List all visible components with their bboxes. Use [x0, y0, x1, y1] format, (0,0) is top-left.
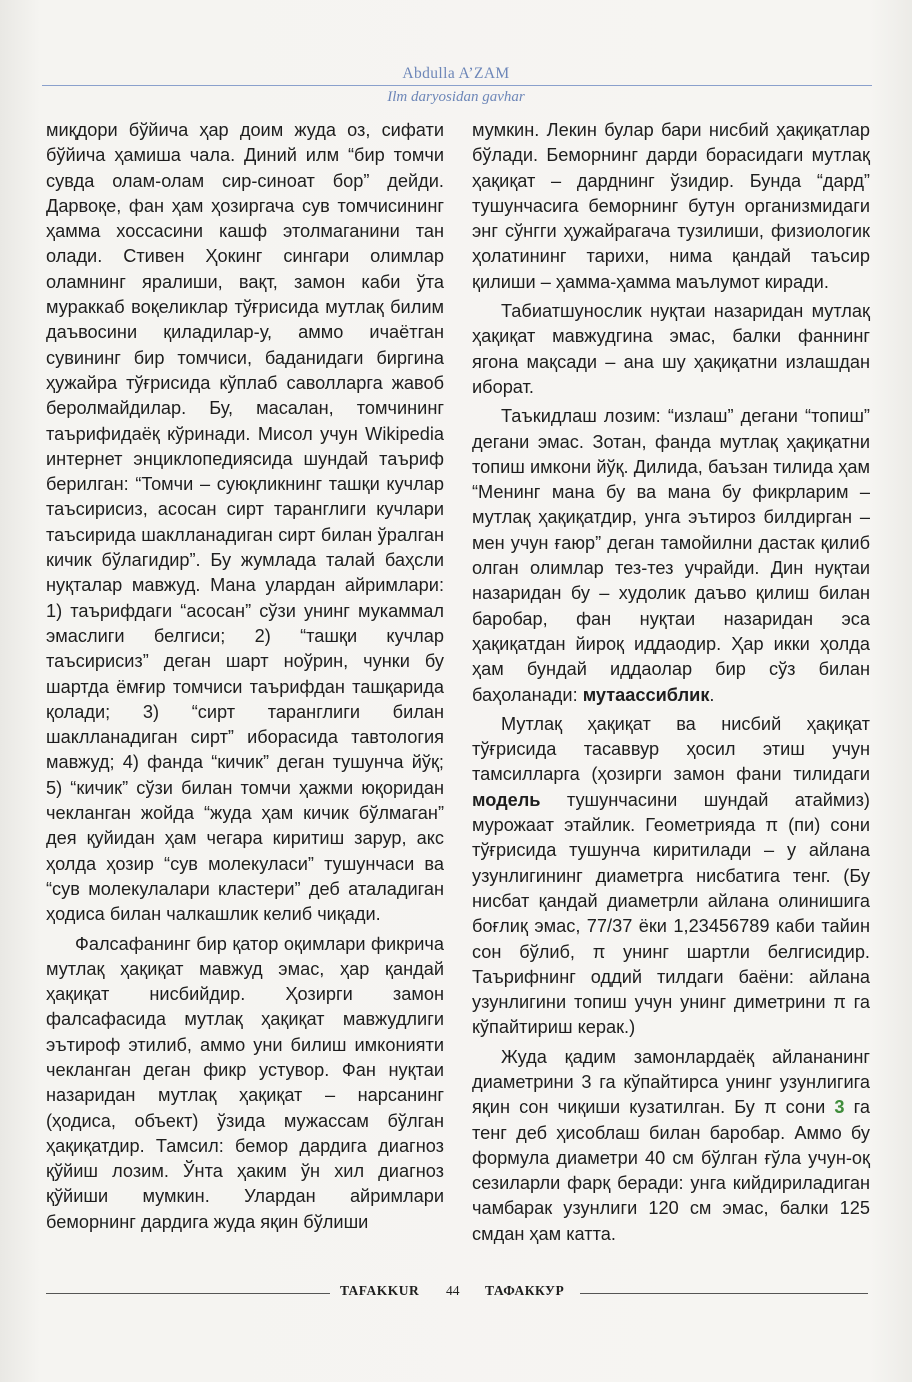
left-paragraph-2: Фалсафанинг бир қатор оқимлари фикрича мутлақ ҳақиқат мавжуд эмас, ҳар қандай ҳақиқат нисбийдир. Ҳозирги замон фалсафасида мутлақ ҳақиқат мавжудлиги эътироф этилиб, аммо уни билиш имконияти чекланган деган фикр устувор. Фан нуқтаи назаридан мутлақ ҳақиқат – нарсанинг (ҳодиса, объект) ўзида мужассам бўлган ҳақиқатдир. Тамсил: бемор дардига диагноз қўйиш лозим. Ўнта ҳаким ўн хил диагноз қўйиши мумкин. Улардан айримлари беморнинг дардига жуда яқин бўлиши — [46, 933, 444, 1232]
left-column — [46, 118, 444, 1235]
header-rule — [42, 85, 872, 86]
right-paragraph-2: Табиатшунослик нуқтаи назаридан мутлақ ҳақиқат мавжудгина эмас, балки фаннинг ягона мақсади – ана шу ҳақиқатни излашдан иборат. — [472, 301, 870, 397]
paragraph-5-text-a: Жуда қадим замонлардаёқ айлананинг диаметрини 3 га кўпайтирса унинг узунлигига яқин сон чиқиши кузатилган. Бу π сони — [472, 1046, 870, 1118]
paragraph-4-text-b: тушунчасини шундай атаймиз) мурожаат этайлик. Геометрияда π (пи) сони тўғрисида тушунча киритилади – у айлана узунлигининг диаметрга нисбатига тенг. (Бу нисбат қандай диаметрли айлана олинишига боғлиқ эмас, 77/37 ёки 1,23456789 каби тайин сон бўлиб, π унинг шартли белгисидир. Таърифнинг оддий тилдаги баёни: айлана узунлигини топиш учун унинг диметрини π га кўпайтириш керак.) — [472, 789, 870, 1038]
paragraph-4-text-a: Мутлақ ҳақиқат ва нисбий ҳақиқат тўғрисида тасаввур ҳосил этиш учун тамсилларга (ҳозирги замон фани тилидаги — [472, 713, 870, 785]
running-header — [0, 64, 912, 107]
paragraph-3-end: . — [709, 684, 715, 705]
footer-title-cyrillic: ТАФАККУР — [485, 1283, 565, 1298]
header-author: Abdulla A’ZAM — [402, 65, 510, 82]
footer-title-latin: TAFAKKUR — [340, 1283, 420, 1298]
keyword-model: модель — [472, 789, 541, 810]
page-number: 44 — [446, 1283, 460, 1298]
right-paragraph-1: мумкин. Лекин булар бари нисбий ҳақиқатлар бўлади. Беморнинг дарди борасидаги мутлақ ҳақиқат – дарднинг ўзидир. Бунда “дард” тушунчасига беморнинг бутун организмидаги энг сўнгги ҳужайрагача тузилиши, физиологик ҳолатининг тарихи, нима қандай таъсир қилиши – ҳамма-ҳамма маълумот киради. — [472, 120, 870, 292]
right-paragraph-4 — [472, 712, 870, 1041]
footer-rule-left — [46, 1293, 330, 1294]
header-title: Ilm daryosidan gavhar — [387, 89, 525, 105]
page-footer — [0, 1278, 912, 1308]
paragraph-5-text-b: га тенг деб ҳисоблаш билан баробар. Аммо бу формула диаметри 40 см бўлган ғўла учун-оқ сезиларли фарқ беради: унга кийдириладиган чамбарак узунлиги 120 см эмас, балки 125 смдан ҳам катта. — [472, 1097, 870, 1244]
highlighted-number: 3 — [834, 1097, 845, 1118]
right-column — [472, 118, 870, 1247]
left-paragraph-1: миқдори бўйича ҳар доим жуда оз, сифати бўйича ҳамиша чала. Диний илм “бир томчи сувда олам-олам сир-синоат бор” дейди. Дарвоқе, фан ҳам ҳозиргача сув томчисининг ҳамма хоссасини кашф этолмаганини тан олади. Стивен Ҳокинг сингари олимлар оламнинг яралиши, вақт, замон каби ўта мураккаб воқеликлар тўғрисида мутлақ билим даъвосини қиладилар-у, аммо ичаётган сувининг бир томчиси, баданидаги биргина ҳужайра тўғрисида кўплаб саволларга жавоб беролмайдилар. Бу, масалан, томчининг таърифидаёқ кўринади. Мисол учун Wikipedia интернет энциклопедиясида шундай таъриф берилган: “Томчи – суюқликнинг ташқи кучлар таъсирисиз, асосан сирт таранглиги кучлари таъсирида шаклланадиган сирт билан ўралган кичик бўлагидир”. Бу жумлада талай баҳсли нуқталар мавжуд. Мана улардан айримлари: 1) таърифдаги “асосан” сўзи унинг мукаммал эмаслиги белгиси; 2) “ташқи кучлар таъсирисиз” деган шарт ноўрин, чунки бу шартда ёмғир томчиси таърифдан ташқарида қолади; 3) “сирт таранглиги билан шаклланадиган сирт” иборасида тавтология мавжуд; 4) фанда “кичик” деган тушунча йўқ; 5) “кичик” сўзи билан томчи ҳажми юқоридан чекланган жойда “жуда ҳам кичик бўлмаган” дея қуйидан ҳам чегара киритиш зарур, акс ҳолда ҳозир “сув молекуласи” тушунчаси ва “сув молекулалари кластери” деб аталадиган ҳодиса билан чалкашлик келиб чиқади. — [46, 120, 444, 925]
paragraph-3-text: Таъкидлаш лозим: “излаш” дегани “топиш” дегани эмас. Зотан, фанда мутлақ ҳақиқатни топиш имкони йўқ. Дилида, баъзан тилида ҳам “Менинг мана бу ва мана бу фикрларим – мутлақ ҳақиқатдир, унга эътироз билдирган – мен учун ғаюр” деган тамойилни дастак қилиб олган олимлар тез-тез учрайди. Дин нуқтаи назаридан бу – худолик даъво қилиш билан баробар, фан нуқтаи назаридан эса ҳақиқатдан йироқ иддаодир. Ҳар икки ҳолда ҳам бундай иддаолар бир сўз билан баҳоланади: — [472, 406, 870, 705]
footer-rule-right — [580, 1293, 868, 1294]
right-paragraph-5 — [472, 1045, 870, 1247]
right-paragraph-3 — [472, 404, 870, 708]
keyword-mutaassiblik: мутаассиблик — [582, 684, 710, 705]
